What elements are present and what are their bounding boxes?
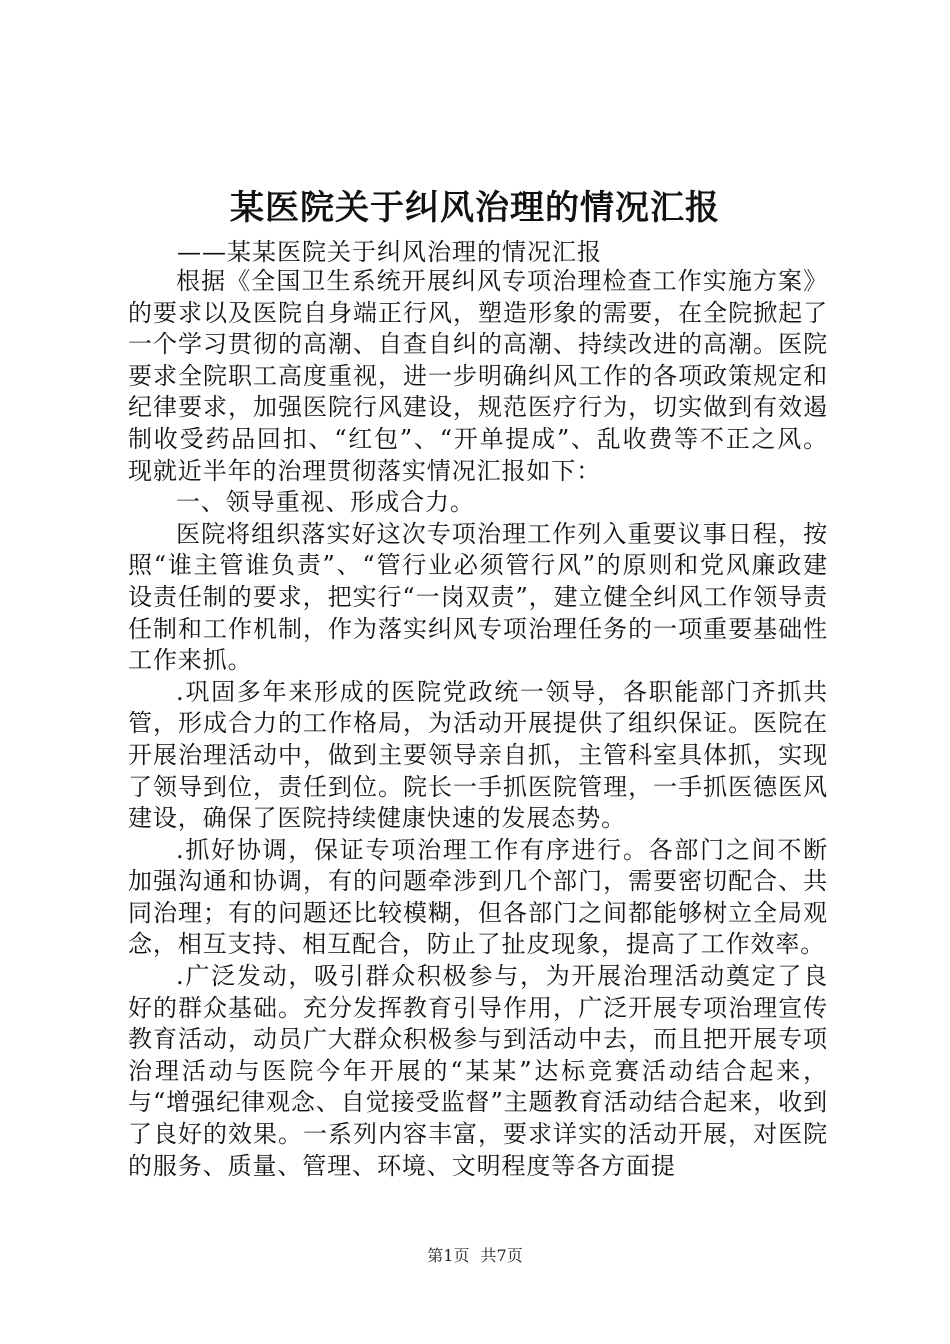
paragraph-intro: 根据《全国卫生系统开展纠风专项治理检查工作实施方案》的要求以及医院自身端正行风，塑造形象的需要，在全院掀起了一个学习贯彻的高潮、自查自纠的高潮、持续改进的高潮。医院要求全院职工高度重视，进一步明确纠风工作的各项政策规定和纪律要求，加强医院行风建设，规范医疗行为，切实做到有效遏制收受药品回扣、“红包”、“开单提成”、乱收费等不正之风。现就近半年的治理贯彻落实情况汇报如下： [128,267,828,485]
paragraph-coordinate: .抓好协调，保证专项治理工作有序进行。各部门之间不断加强沟通和协调，有的问题牵涉到几个部门，需要密切配合、共同治理；有的问题还比较模糊，但各部门之间都能够树立全局观念，相互支持、相互配合，防止了扯皮现象，提高了工作效率。 [128,835,828,959]
paragraph-mobilize: .广泛发动，吸引群众积极参与，为开展治理活动奠定了良好的群众基础。充分发挥教育引导作用，广泛开展专项治理宣传教育活动，动员广大群众积极参与到活动中去，而且把开展专项治理活动与医院今年开展的“某某”达标竞赛活动结合起来，与“增强纪律观念、自觉接受监督”主题教育活动结合起来，收到了良好的效果。一系列内容丰富，要求详实的活动开展，对医院的服务、质量、管理、环境、文明程度等各方面提 [128,962,828,1180]
paragraph-leadership: 医院将组织落实好这次专项治理工作列入重要议事日程，按照“谁主管谁负责”、“管行业必须管行风”的原则和党风廉政建设责任制的要求，把实行“一岗双责”，建立健全纠风工作领导责任制和工作机制，作为落实纠风专项治理任务的一项重要基础性工作来抓。 [128,519,828,675]
document-body [128,266,828,1182]
page-number: 第1页 [427,1246,470,1265]
page-total: 共7页 [480,1246,523,1265]
section-heading-1: 一、领导重视、形成合力。 [176,488,475,517]
document-subtitle: ——某某医院关于纠风治理的情况汇报 [177,238,602,266]
page-footer [0,1245,950,1267]
document-title: 某医院关于纠风治理的情况汇报 [230,188,720,228]
paragraph-consolidate: .巩固多年来形成的医院党政统一领导，各职能部门齐抓共管，形成合力的工作格局，为活动开展提供了组织保证。医院在开展治理活动中，做到主要领导亲自抓，主管科室具体抓，实现了领导到位，责任到位。院长一手抓医院管理，一手抓医德医风建设，确保了医院持续健康快速的发展态势。 [128,677,828,833]
